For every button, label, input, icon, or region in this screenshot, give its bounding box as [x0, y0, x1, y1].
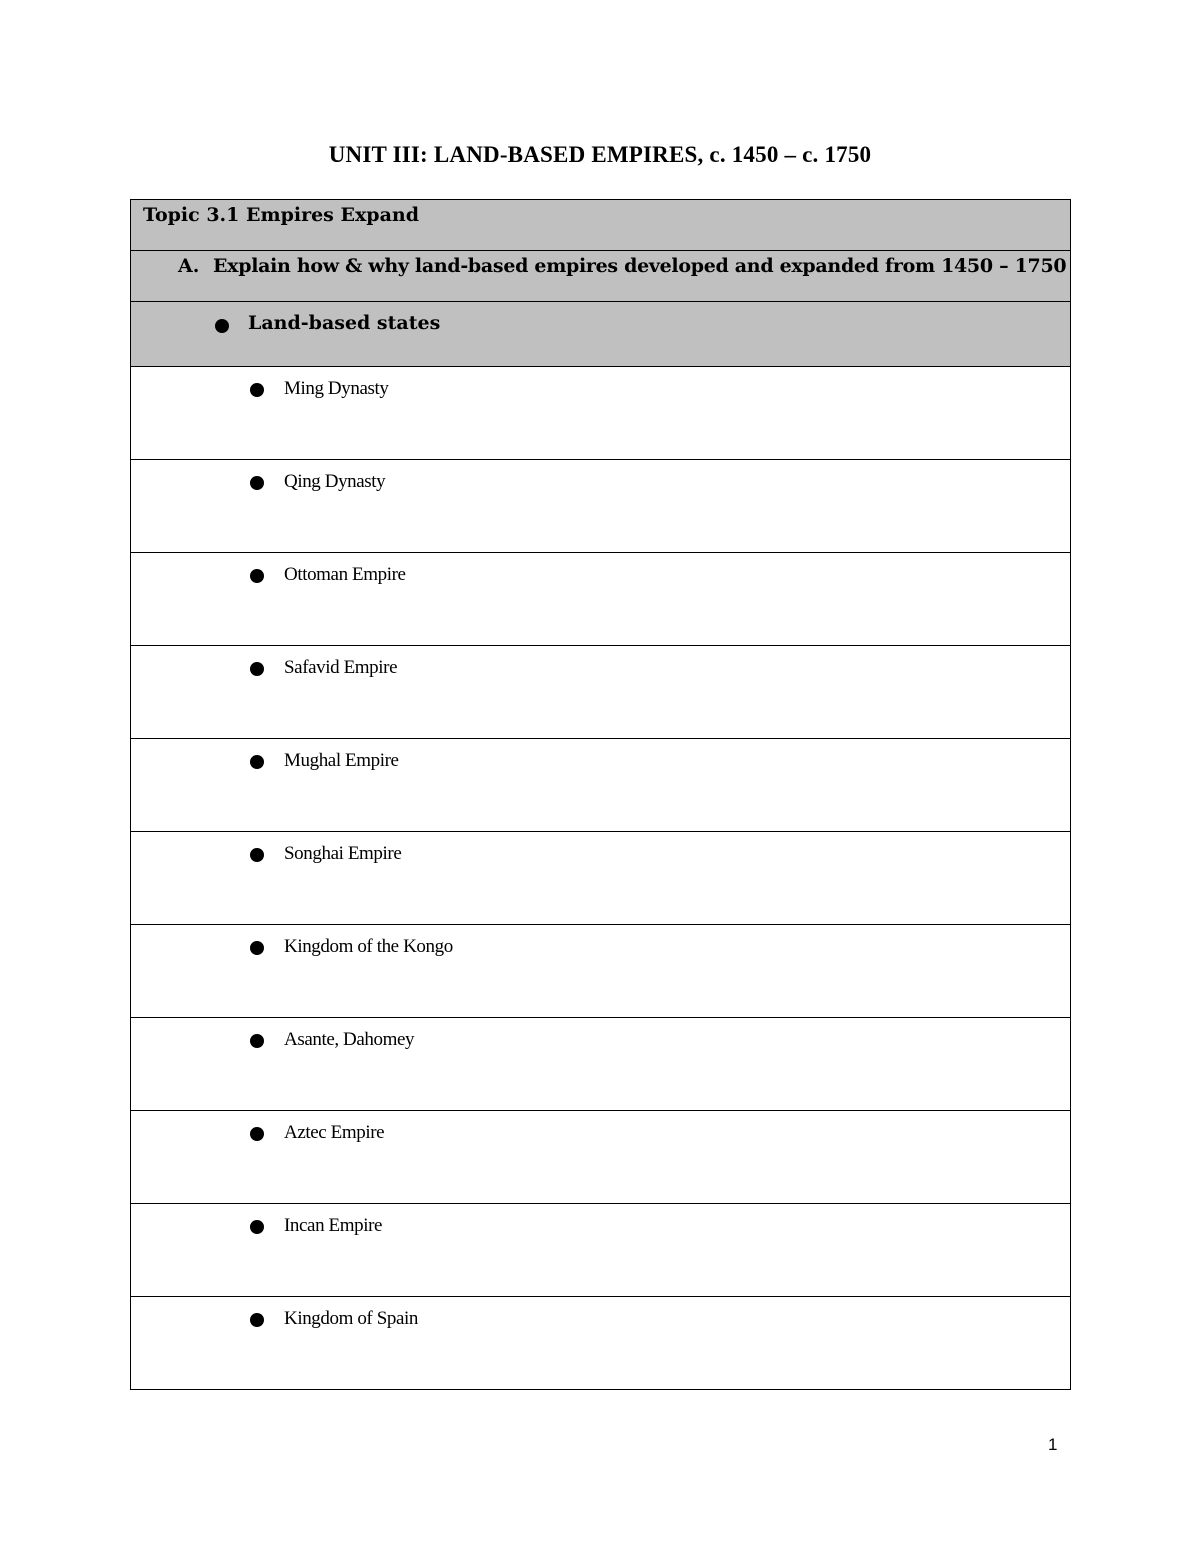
item-label: Kingdom of Spain [284, 1308, 418, 1329]
notes-cell[interactable] [131, 1018, 1071, 1111]
item-label: Mughal Empire [284, 750, 399, 771]
objective-text: Explain how & why land-based empires developed and expanded from 1450 – 1750 [213, 255, 1067, 277]
item-label: Songhai Empire [284, 843, 402, 864]
notes-cell[interactable] [131, 1297, 1071, 1390]
bullet-icon [250, 1313, 264, 1327]
bullet-icon [250, 476, 264, 490]
notes-cell[interactable] [131, 739, 1071, 832]
notes-cell[interactable] [131, 460, 1071, 553]
item-label: Aztec Empire [284, 1122, 385, 1143]
bullet-icon [250, 383, 264, 397]
topic-row [131, 200, 1071, 251]
item-label: Ottoman Empire [284, 564, 406, 585]
notes-cell[interactable] [131, 646, 1071, 739]
bullet-icon [250, 848, 264, 862]
bullet-icon [250, 755, 264, 769]
item-label: Kingdom of the Kongo [284, 936, 453, 957]
item-label: Safavid Empire [284, 657, 398, 678]
item-label: Incan Empire [284, 1215, 383, 1236]
objective-row [131, 251, 1071, 302]
table-row [131, 367, 1071, 460]
bullet-icon [250, 941, 264, 955]
table-row [131, 832, 1071, 925]
bullet-icon [215, 319, 229, 333]
bullet-icon [250, 662, 264, 676]
bullet-icon [250, 1220, 264, 1234]
table-row [131, 553, 1071, 646]
bullet-icon [250, 569, 264, 583]
table-row [131, 1297, 1071, 1390]
page-number: 1 [1048, 1435, 1058, 1454]
notes-cell[interactable] [131, 925, 1071, 1018]
notes-cell[interactable] [131, 832, 1071, 925]
item-label: Ming Dynasty [284, 378, 389, 399]
table-row [131, 460, 1071, 553]
subheading-row [131, 302, 1071, 367]
table-row [131, 646, 1071, 739]
page-title: UNIT III: LAND-BASED EMPIRES, c. 1450 – c. 1750 [328, 142, 872, 167]
item-label: Qing Dynasty [284, 471, 386, 492]
table-row [131, 739, 1071, 832]
table-row [131, 1018, 1071, 1111]
table-row [131, 1204, 1071, 1297]
notes-cell[interactable] [131, 553, 1071, 646]
notes-cell[interactable] [131, 367, 1071, 460]
bullet-icon [250, 1127, 264, 1141]
notes-cell[interactable] [131, 1111, 1071, 1204]
table-row [131, 925, 1071, 1018]
subheading-text: Land-based states [248, 312, 441, 334]
topic-heading: Topic 3.1 Empires Expand [143, 204, 419, 226]
item-label: Asante, Dahomey [284, 1029, 415, 1050]
objective-marker: A. [178, 255, 200, 277]
bullet-icon [250, 1034, 264, 1048]
table-row [131, 1111, 1071, 1204]
notes-cell[interactable] [131, 1204, 1071, 1297]
notes-table [130, 199, 1071, 1390]
